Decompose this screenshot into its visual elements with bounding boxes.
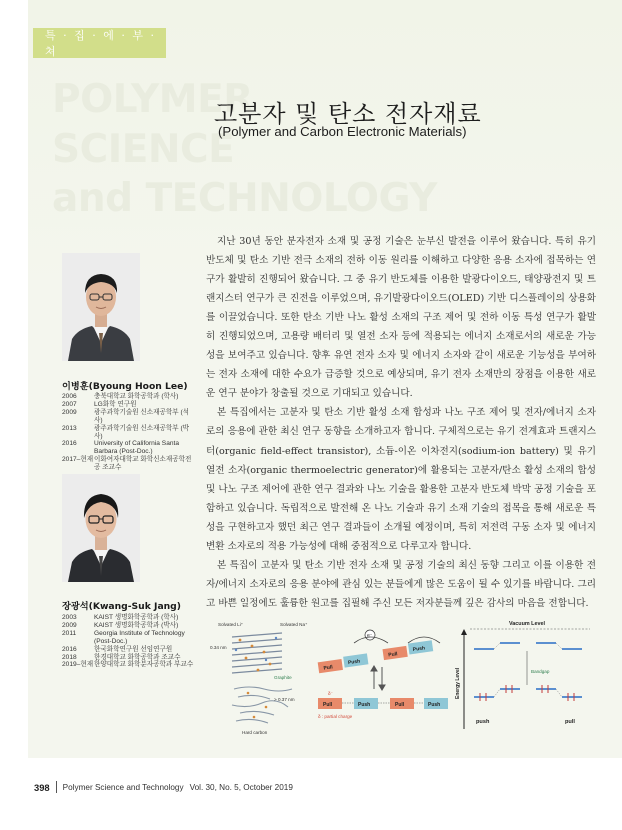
electron-spin-icon: [480, 685, 574, 701]
cv-row: [62, 646, 194, 654]
label-vacuum-level: Vacuum Level: [509, 621, 545, 627]
cv-desc: KAIST 생명화학공학과 (학사): [94, 614, 179, 621]
label-push: push: [476, 719, 490, 725]
spacing-hard-carbon: > 0.37 nm: [274, 697, 295, 702]
editorial-body: [206, 232, 596, 613]
cv-year: 2017–현재: [62, 456, 94, 464]
label-pull: pull: [565, 719, 575, 725]
energy-levels-icon: [474, 643, 582, 697]
block-label: Push: [358, 702, 371, 708]
figure-panel-energy: [455, 621, 590, 729]
cv-row: [62, 456, 194, 472]
cv-desc: Georgia Institute of Technology (Post-Doc.): [94, 629, 185, 645]
cv-desc: KAIST 생명화학공학과 (박사): [94, 621, 179, 629]
journal-name: Polymer Science and Technology: [62, 782, 184, 792]
cv-row: [62, 401, 194, 409]
watermark-line-2: SCIENCE: [52, 127, 235, 172]
cv-year: 2019–현재: [62, 661, 94, 669]
block-label: Pull: [387, 651, 398, 659]
cv-year: 2018: [62, 653, 77, 661]
block-label: Push: [347, 658, 361, 667]
cv-row: [62, 440, 194, 456]
cv-row: [62, 425, 194, 441]
label-graphite: Graphite: [274, 675, 292, 680]
cv-row: [62, 630, 194, 646]
label-solvated-li: Solvated Li⁺: [218, 622, 244, 627]
label-hard-carbon: Hard carbon: [242, 730, 268, 735]
cv-year: 2016: [62, 645, 77, 653]
author-photo-2: [62, 474, 140, 582]
cv-row: [62, 393, 194, 401]
author-cv-2: [62, 614, 194, 669]
cv-desc: 한양대학교 화학분자공학과 부교수: [94, 661, 194, 669]
cv-row: [62, 622, 194, 630]
cv-row: [62, 614, 194, 622]
cv-desc: 이화여자대학교 화학신소재공학전공 조교수: [94, 456, 192, 472]
block-label: Push: [428, 702, 441, 708]
cv-desc: LG화학 연구원: [94, 400, 137, 408]
section-tab: 특 · 집 · 에 · 부 · 쳐: [33, 28, 166, 58]
arrows-icon: [371, 666, 385, 690]
cv-desc: 광주과학기술원 신소재공학부 (박사): [94, 424, 190, 440]
page-number: 398: [34, 781, 50, 793]
cv-year: 2011: [62, 629, 77, 637]
hard-carbon-icon: [232, 687, 292, 723]
author-name-1: 이병훈(Byoung Hoon Lee): [62, 381, 188, 392]
cv-year: 2009: [62, 621, 77, 629]
paragraph-3: 본 특집이 고분자 및 탄소 기반 전자 소재 및 공정 기술의 최신 동향 그리고 이를 이용한 전자/에너지 소자로의 응용 분야에 관심 있는 분들에게 많은 도움이 될 수 있기를 바랍니다. 그리고 바쁜 일정에도 훌륭한 원고를 집필해 주신 모든 저자분들께 깊은 감사의 마음을 전합니다.: [206, 559, 596, 609]
partial-charge-label: δ : partial charge: [318, 714, 353, 719]
figure-panel-push-pull: [317, 630, 448, 719]
label-energy-level: Energy Level: [455, 667, 461, 699]
label-electron: e⁻: [367, 633, 373, 639]
cv-row: [62, 409, 194, 425]
cv-row: [62, 661, 194, 669]
footer-divider: [56, 781, 57, 793]
block-label: Pull: [395, 702, 405, 708]
block-label: Pull: [323, 702, 333, 708]
paragraph-1: 지난 30년 동안 분자전자 소재 및 공정 기술은 눈부신 발전을 이루어 왔습니다. 특히 유기 반도체 및 탄소 기반 전극 소재의 전하 이동 원리를 이해하고 다양한 응용 소자에 접목하는 연구가 활발히 진행되어 왔습니다. 그 중 유기 반도체를 이용한 발광다이오드, 태양광전지 및 트랜지스터 연구가 큰 진전을 이루었으며, 유기발광다이오드(OLED) 기반 디스플레이의 상용화를 이끌었습니다. 또한 탄소 기반 나노 활성 소재의 구조 제어 및 전하 이동 특성 연구가 활발히 진행되었으며, 고용량 배터리 및 열전 소자 등에 적용되는 에너지 소재로서의 새로운 가능성을 보여주고 있습니다. 향후 유연 전자 소자 및 에너지 소자와 같이 새로운 기능성을 부여하는 전자 소재에 대한 수요가 급증할 것으로 예상되며, 유기 전자 소재만의 장점을 이용한 새로운 연구 분야가 창출될 것으로 기대되고 있습니다.: [206, 236, 596, 400]
cv-year: 2003: [62, 614, 77, 621]
cv-desc: 광주과학기술원 신소재공학부 (석사): [94, 408, 190, 424]
arrow-up-icon: [461, 629, 467, 635]
block-label: Push: [412, 645, 426, 653]
label-solvated-na: Solvated Na⁺: [280, 622, 308, 627]
journal-issue: Vol. 30, No. 5, October 2019: [189, 782, 293, 792]
cv-desc: University of California Santa Barbara (Post-Doc.): [94, 440, 180, 456]
cv-year: 2016: [62, 440, 77, 448]
figure-panel-carbon: [210, 622, 308, 735]
cv-year: 2013: [62, 424, 77, 432]
label-bandgap: Bandgap: [531, 669, 550, 674]
paragraph-2: 본 특집에서는 고분자 및 탄소 기반 활성 소재 합성과 나노 구조 제어 및 전자/에너지 소자로의 응용에 관한 최신 연구 동향을 소개하고자 합니다. 구체적으로는 유기 전계효과 트랜지스터(organic field-effect transistor), 소듐-이온 이차전지(sodium-ion battery) 및 유기 열전 소자(organic thermoelectric generator)에 활용되는 고분자/탄소 활성 소재의 합성 및 나노 구조 제어에 관한 연구 결과와 나노 기술을 활용한 고분자 반도체 박막 공정 기술을 포함하고 있습니다. 독립적으로 발전해 온 나노 기술과 유기 소재 기술의 접목을 통해 새로운 특성을 구현하고자 했던 최근 연구 결과들이 소개될 예정이며, 특히 저전력 구동 소자 및 에너지 변환 소자로의 적용 가능성에 대해 중점적으로 다루고자 합니다.: [206, 407, 596, 552]
watermark-line-3: and TECHNOLOGY: [52, 176, 437, 221]
cv-desc: 충북대학교 화학공학과 (학사): [94, 393, 179, 400]
watermark-line-1: POLYMER: [52, 77, 253, 122]
author-photo-1: [62, 253, 140, 361]
cv-year: 2006: [62, 393, 77, 400]
title-korean: 고분자 및 탄소 전자재료: [214, 100, 482, 128]
spacing-graphite: 0.34 nm: [210, 645, 227, 650]
title-english: (Polymer and Carbon Electronic Materials): [218, 124, 467, 139]
delta-label: δ⁻: [328, 691, 333, 696]
block-label: Pull: [323, 664, 334, 672]
page-footer: [34, 781, 293, 793]
cv-desc: 한경대학교 화학공학과 조교수: [94, 653, 181, 661]
feature-figure: [204, 619, 600, 739]
cv-year: 2009: [62, 408, 77, 416]
cv-desc: 한국화학연구원 선임연구원: [94, 645, 173, 653]
author-name-2: 장광석(Kwang-Suk Jang): [62, 601, 181, 612]
cv-year: 2007: [62, 400, 77, 408]
author-cv-1: [62, 393, 194, 472]
